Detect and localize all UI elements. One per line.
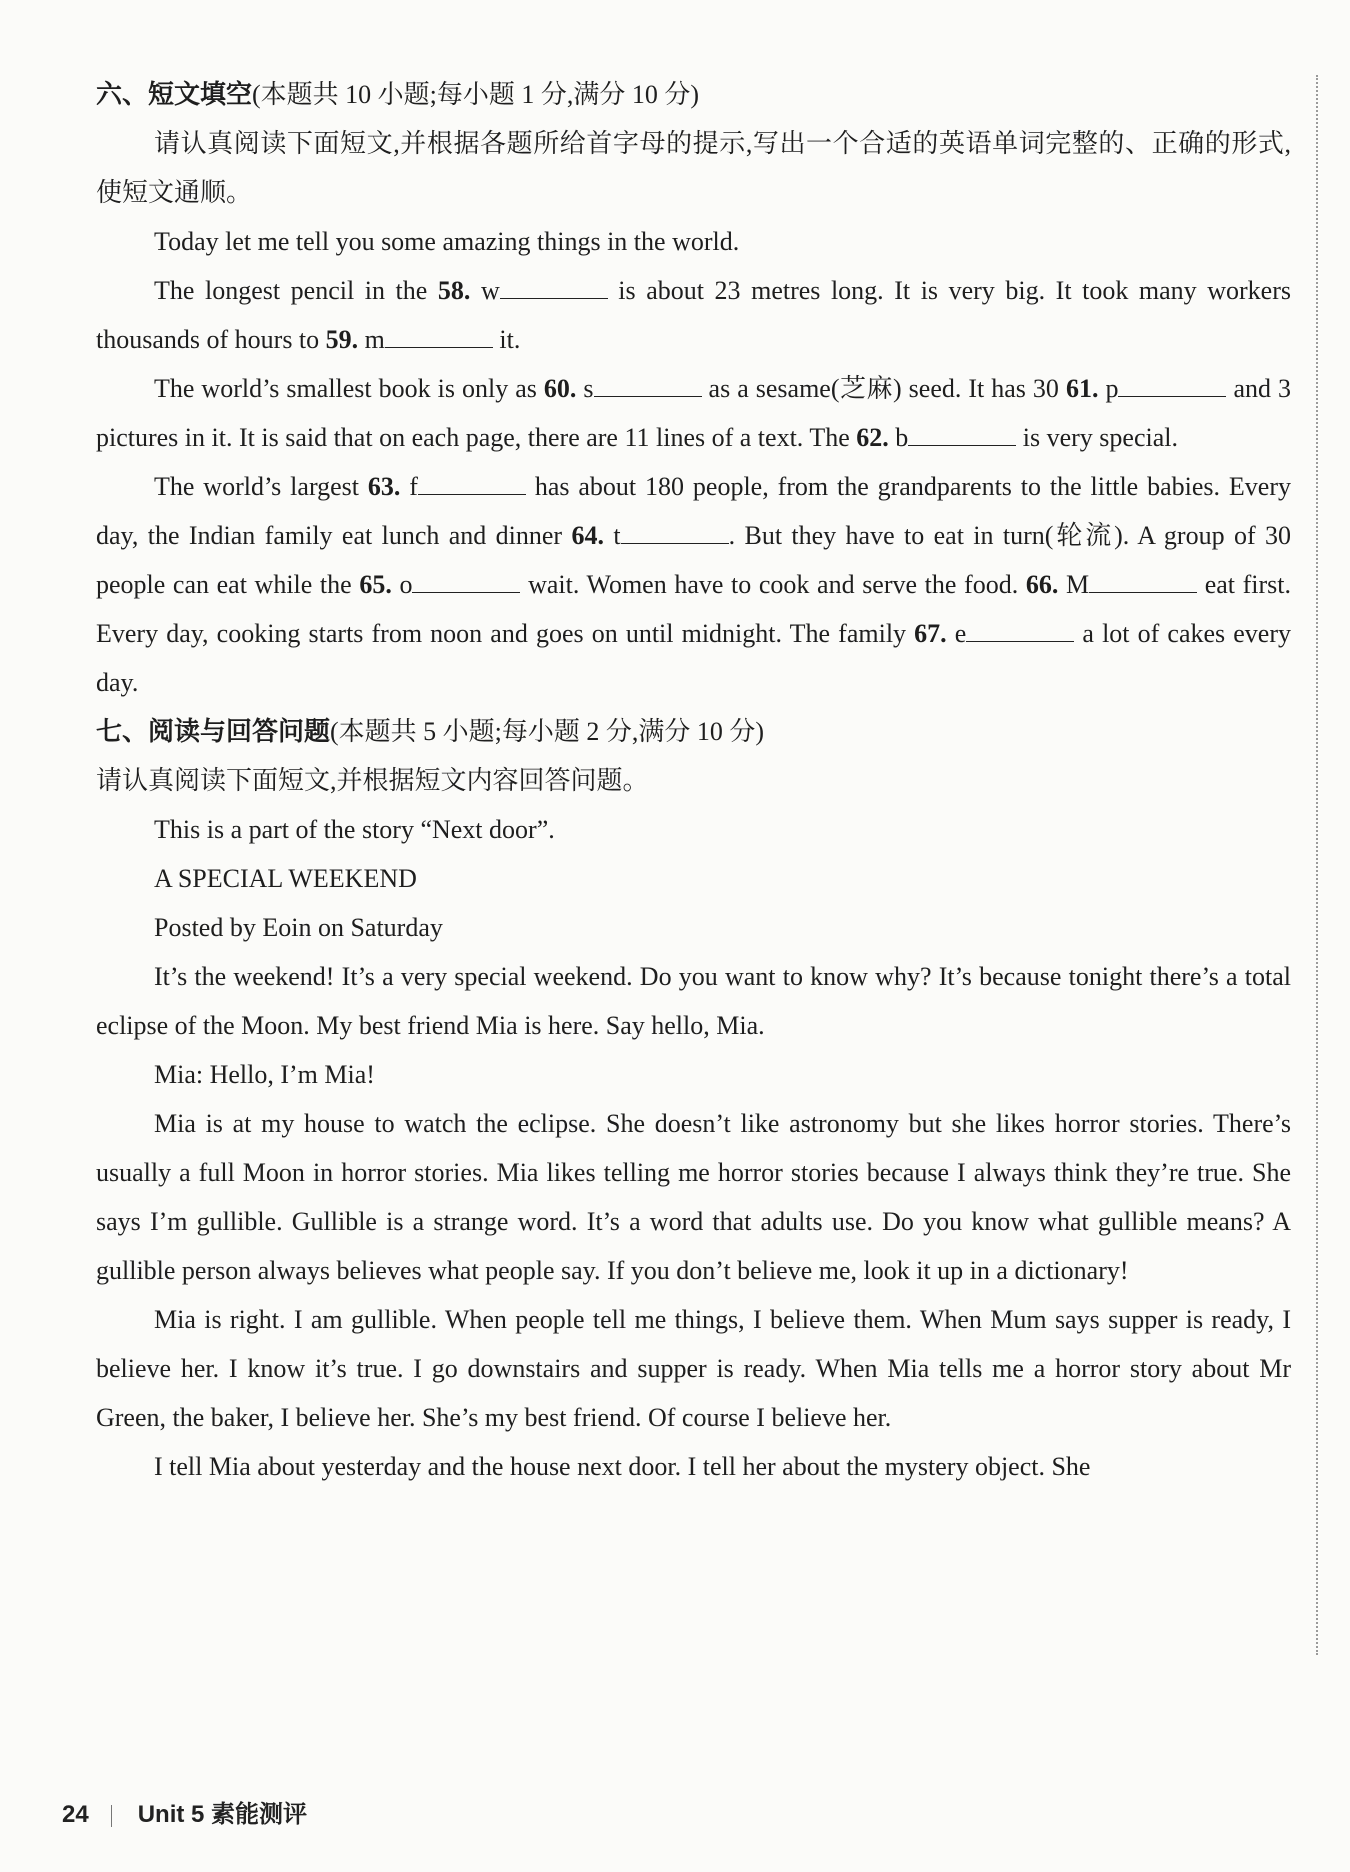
page-number: 24 — [62, 1801, 89, 1828]
blank-61[interactable] — [1118, 374, 1226, 397]
blank-66[interactable] — [1089, 570, 1197, 593]
footer-divider — [111, 1805, 112, 1827]
cloze-paragraph-1: The longest pencil in the 58. w is about 23 metres long. It is very big. It took many workers thousands of hours to 59. m it. — [96, 276, 1291, 354]
blank-63[interactable] — [418, 472, 526, 495]
blank-67[interactable] — [966, 619, 1074, 642]
story-paragraph-4: Mia is right. I am gullible. When people tell me things, I believe them. When Mum says supper is ready, I believe her. I know it’s true. I go downstairs and supper is ready. When Mia tells me a horror story about Mr Green, the baker, I believe her. She’s my best friend. Of course I believe her. — [96, 1305, 1291, 1432]
story-paragraph-2: Mia: Hello, I’m Mia! — [154, 1060, 375, 1089]
blank-64[interactable] — [621, 521, 729, 544]
blank-65[interactable] — [412, 570, 520, 593]
blank-59[interactable] — [385, 325, 493, 348]
unit-label: Unit 5 素能测评 — [137, 1801, 308, 1828]
section7-instruction: 请认真阅读下面短文,并根据短文内容回答问题。 — [96, 766, 649, 795]
blank-58[interactable] — [500, 276, 608, 299]
cloze-paragraph-3: The world’s largest 63. f has about 180 people, from the grandparents to the little babies. Every day, the Indian family eat lunch and dinner 64. t . But they have to eat in turn(轮流). A group of 30 people can eat while the 65. o wait. Women have to cook and serve the food. 66. M eat first. Every day, cooking starts from noon and goes on until midnight. The family 67. e a lot of cakes every day. — [96, 472, 1292, 697]
story-title: A SPECIAL WEEKEND — [154, 864, 417, 893]
section6-heading: 六、短文填空(本题共 10 小题;每小题 1 分,满分 10 分) — [96, 80, 700, 109]
binding-dotted-line — [1316, 75, 1318, 1655]
document-body — [96, 70, 1291, 1491]
section7-heading: 七、阅读与回答问题(本题共 5 小题;每小题 2 分,满分 10 分) — [96, 717, 765, 746]
story-posted-by: Posted by Eoin on Saturday — [154, 913, 443, 942]
section6-instruction: 请认真阅读下面短文,并根据各题所给首字母的提示,写出一个合适的英语单词完整的、正确的形式,使短文通顺。 — [96, 129, 1291, 207]
story-paragraph-5: I tell Mia about yesterday and the house next door. I tell her about the mystery object. She — [154, 1452, 1091, 1481]
section6-intro: Today let me tell you some amazing things in the world. — [154, 227, 740, 256]
section7-intro: This is a part of the story “Next door”. — [154, 815, 555, 844]
page-footer — [62, 1794, 307, 1829]
story-paragraph-3: Mia is at my house to watch the eclipse. She doesn’t like astronomy but she likes horror stories. There’s usually a full Moon in horror stories. Mia likes telling me horror stories because I always think they’re true. She says I’m gullible. Gullible is a strange word. It’s a word that adults use. Do you know what gullible means? A gullible person always believes what people say. If you don’t believe me, look it up in a dictionary! — [96, 1109, 1291, 1285]
story-paragraph-1: It’s the weekend! It’s a very special weekend. Do you want to know why? It’s because tonight there’s a total eclipse of the Moon. My best friend Mia is here. Say hello, Mia. — [96, 962, 1291, 1040]
blank-62[interactable] — [908, 423, 1016, 446]
cloze-paragraph-2: The world’s smallest book is only as 60. s as a sesame(芝麻) seed. It has 30 61. p and 3 pictures in it. It is said that on each page, there are 11 lines of a text. The 62. b is very special. — [96, 374, 1292, 452]
blank-60[interactable] — [594, 374, 702, 397]
